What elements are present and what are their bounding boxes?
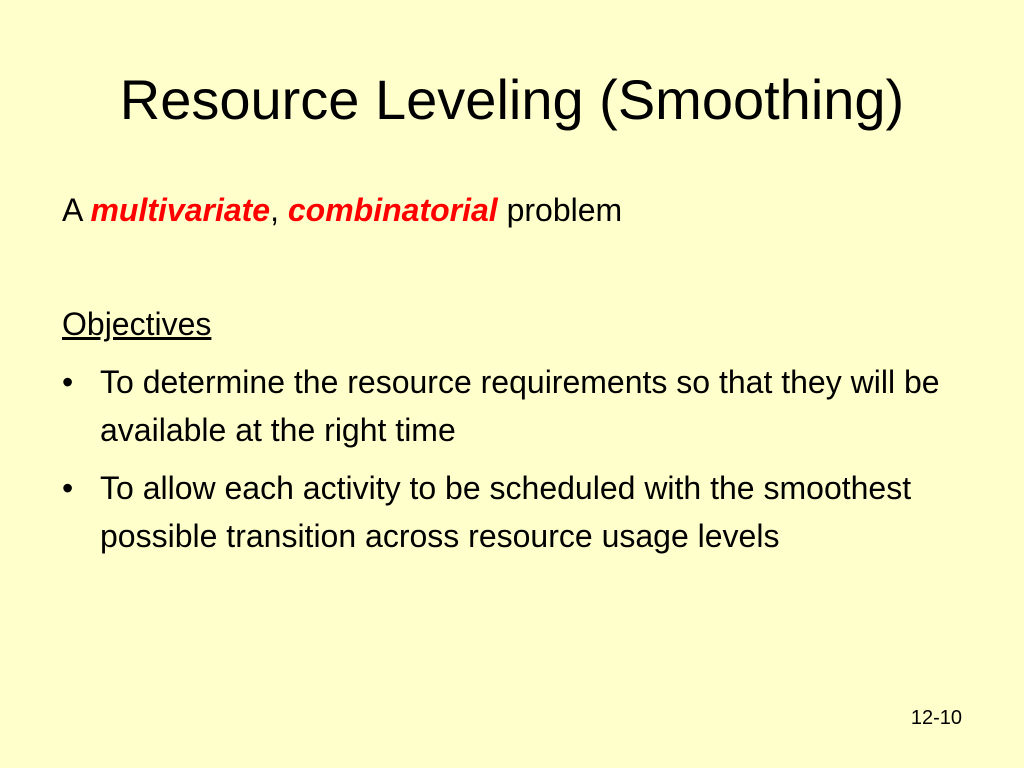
objective-item [62, 358, 962, 454]
objective-text: To allow each activity to be scheduled with the smoothest possible transition across resource usage levels [100, 470, 912, 554]
intro-line [62, 186, 622, 234]
objectives-heading: Objectives [62, 306, 212, 342]
intro-term-combinatorial: combinatorial [287, 192, 498, 228]
intro-suffix: problem [506, 192, 623, 228]
intro-separator: , [270, 192, 279, 228]
intro-term-multivariate: multivariate [90, 192, 271, 228]
intro-prefix: A [62, 192, 82, 228]
page-number: 12-10 [910, 707, 962, 729]
slide-title: Resource Leveling (Smoothing) [119, 68, 905, 131]
bullet-icon: • [62, 364, 74, 400]
bullet-icon: • [62, 470, 74, 506]
objective-item [62, 464, 962, 560]
objective-text: To determine the resource requirements so that they will be available at the right time [100, 364, 940, 448]
